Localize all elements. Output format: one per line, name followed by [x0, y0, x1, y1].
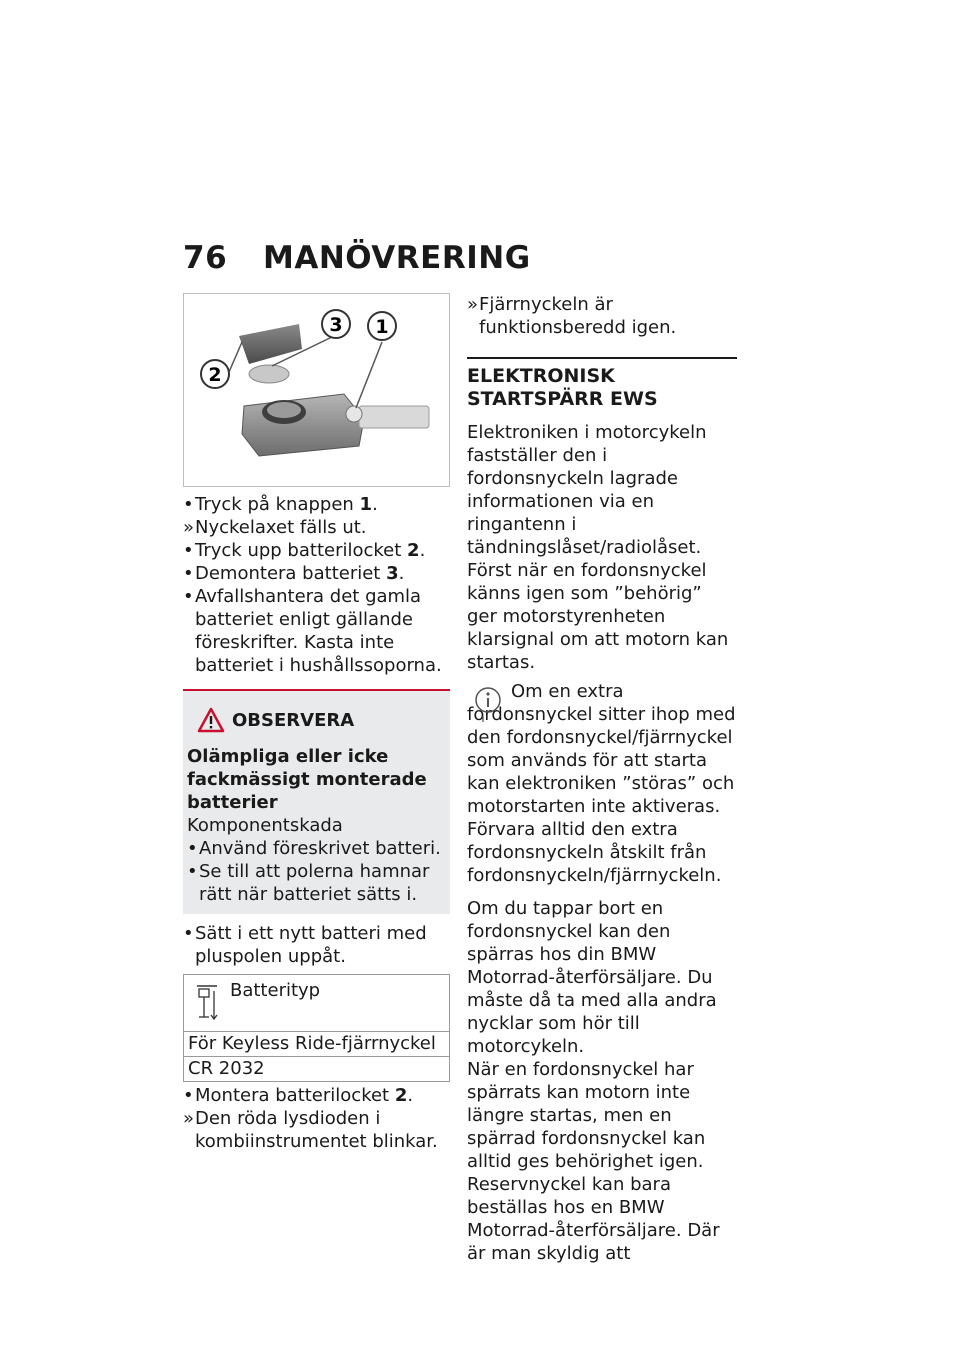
table-row: För Keyless Ride-fjärrnyckel — [184, 1032, 449, 1057]
section-divider — [467, 357, 737, 359]
battery-icon — [196, 983, 218, 1023]
step-item: » Den röda lysdioden i kombiinstrumentet blinkar. — [183, 1108, 438, 1152]
callout-1: 1 — [375, 316, 389, 338]
notice-subheading: Komponentskada — [187, 815, 343, 836]
warning-icon — [197, 707, 225, 733]
battery-type-label: Batterityp — [230, 980, 321, 1001]
paragraph: Förvara alltid den extra fordonsnyckeln åtskilt från fordonsnyckeln/fjärrnyckeln. — [467, 819, 722, 886]
right-column — [467, 293, 737, 1265]
key-button-shape — [346, 406, 362, 422]
battery-cover-shape — [239, 324, 302, 364]
step-item: • Avfallshantera det gamla batteriet enligt gällande föreskrifter. Kasta inte batteriet i hushållssoporna. — [183, 586, 442, 676]
notice-box — [183, 689, 450, 914]
section-title: ELEKTRONISK STARTSPÄRR EWS — [467, 365, 658, 410]
step-item: • Demontera batteriet 3. — [183, 563, 405, 584]
paragraph: Reservnyckel kan bara beställas hos en BMW Motorrad-återförsäljare. Där är man skyldig att — [467, 1174, 720, 1264]
step-item: » Nyckelaxet fälls ut. — [183, 517, 367, 538]
callout-3: 3 — [329, 314, 343, 336]
right-steps-list — [467, 293, 737, 339]
left-column — [183, 293, 450, 1153]
insert-step-list — [183, 922, 450, 968]
paragraph: Elektroniken i motorcykeln fastställer den i fordonsnyckeln lagrade informationen via en ringantenn i tändningslåset/radiolåset. Först när en fordonsnyckel känns igen som ”behörig” ger motorstyrenheten klarsignal om att motorn kan startas. — [467, 422, 729, 673]
page-header — [183, 240, 531, 276]
step-item: » Fjärrnyckeln är funktionsberedd igen. — [467, 294, 677, 338]
page-number: 76 — [183, 240, 228, 276]
battery-steps-list — [183, 493, 450, 677]
step-item: • Tryck på knappen 1. — [183, 494, 378, 515]
key-body-shape — [242, 394, 364, 456]
chapter-title: MANÖVRERING — [263, 240, 531, 276]
step-item: • Montera batterilocket 2. — [183, 1085, 414, 1106]
key-blade-shape — [359, 406, 429, 428]
paragraph: När en fordonsnyckel har spärrats kan motorn inte längre startas, men en spärrad fordonsnyckel kan alltid ges behörighet igen. — [467, 1059, 706, 1172]
step-item: • Sätt i ett nytt batteri med pluspolen uppåt. — [183, 923, 427, 967]
notice-item: • Se till att polerna hamnar rätt när batteriet sätts i. — [187, 861, 430, 905]
info-text: Om en extra fordonsnyckel sitter ihop med den fordonsnyckel/fjärrnyckel som används för att starta kan elektroniken ”störas” och motorstarten inte aktiveras. — [467, 681, 736, 817]
info-note — [467, 680, 737, 818]
key-illustration — [184, 294, 449, 486]
notice-list — [187, 837, 446, 906]
info-icon — [475, 684, 501, 724]
paragraph: Om du tappar bort en fordonsnyckel kan den spärras hos din BMW Motorrad-återförsäljare. Du måste då ta med alla andra nycklar som hör till motorcykeln. — [467, 898, 717, 1057]
coin-battery-shape — [249, 365, 289, 383]
step-item: • Tryck upp batterilocket 2. — [183, 540, 426, 561]
notice-heading: Olämpliga eller icke fackmässigt monterade batterier — [187, 746, 427, 813]
final-steps-list — [183, 1084, 450, 1153]
battery-type-table — [183, 974, 450, 1082]
callout-2: 2 — [208, 364, 222, 386]
notice-item: • Använd föreskrivet batteri. — [187, 838, 441, 859]
key-battery-figure — [183, 293, 450, 487]
notice-title: OBSERVERA — [232, 710, 355, 731]
table-row: CR 2032 — [188, 1058, 265, 1079]
